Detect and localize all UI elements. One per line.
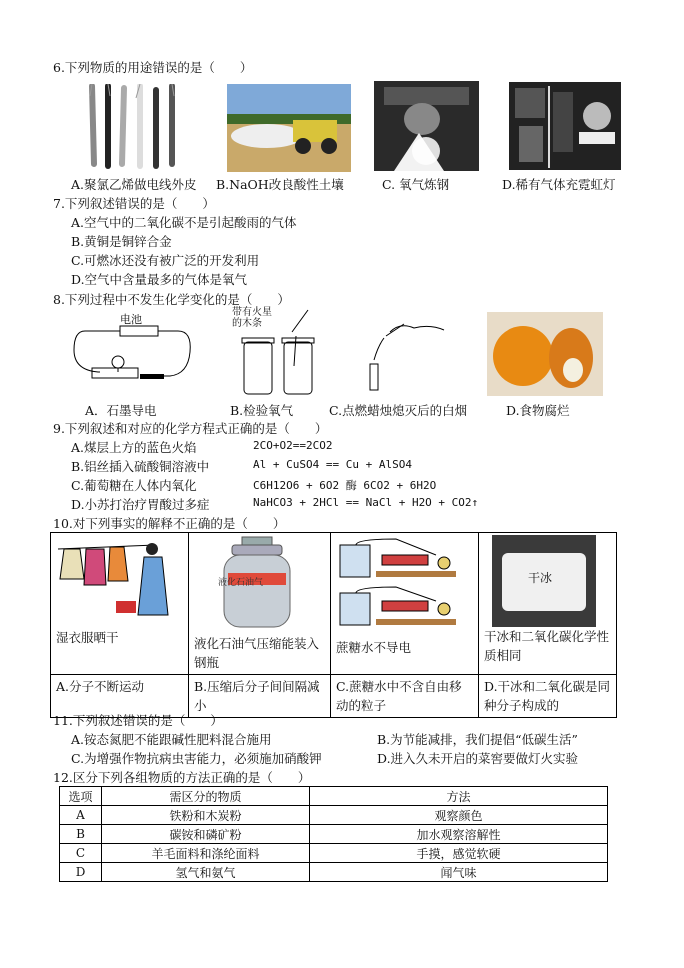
q11-stem: 11.下列叙述错误的是（ ） <box>53 713 223 728</box>
q11-option-b: B.为节能减排，我们提倡“低碳生活” <box>377 732 578 747</box>
q6-stem: 6.下列物质的用途错误的是（ ） <box>53 60 253 75</box>
laundry-image <box>56 535 178 623</box>
q7-option-c: C.可燃冰还没有被广泛的开发利用 <box>71 253 260 268</box>
q9-option-a: A.煤层上方的蓝色火焰 <box>71 440 197 455</box>
q8-option-d: D.食物腐烂 <box>506 403 570 418</box>
q8-stem: 8.下列过程中不发生化学变化的是（ ） <box>53 292 290 307</box>
q10-fact-2: 液化石油气压缩能装入钢瓶 <box>194 636 320 670</box>
q12-row-c <box>60 844 608 863</box>
q12-row-b <box>60 825 608 844</box>
q6-option-d: D.稀有气体充霓虹灯 <box>502 177 616 192</box>
q10-cell-2 <box>189 533 331 675</box>
q12-header-row <box>60 787 608 806</box>
q9-equation-a: 2CO+O2==2CO2 <box>253 439 333 452</box>
wood-strip-label-1: 带有火星 <box>232 307 272 318</box>
q6-option-b: B.NaOH改良酸性土壤 <box>216 177 344 192</box>
q8-option-a: A．石墨导电 <box>85 403 157 418</box>
q6-option-a: A.聚氯乙烯做电线外皮 <box>71 177 197 192</box>
q12-row-d <box>60 863 608 882</box>
q12-header-method: 方法 <box>310 787 608 806</box>
q10-cell-3 <box>331 533 479 675</box>
q10-table <box>50 532 617 718</box>
q12-row-b-method: 加水观察溶解性 <box>310 825 608 844</box>
q12-header-option: 选项 <box>60 787 102 806</box>
wire-cables-image <box>84 84 182 170</box>
q9-equation-d: NaHCO3 + 2HCl == NaCl + H2O + CO2↑ <box>253 496 479 509</box>
q12-stem: 12.区分下列各组物质的方法正确的是（ ） <box>53 770 311 785</box>
candle-smoke-image <box>360 316 446 396</box>
q7-option-d: D.空气中含量最多的气体是氧气 <box>71 272 248 287</box>
q12-row-d-substances: 氢气和氨气 <box>102 863 310 882</box>
q10-stem: 10.对下列事实的解释不正确的是（ ） <box>53 516 286 531</box>
q10-cell-1 <box>51 533 189 675</box>
q10-cell-4 <box>479 533 617 675</box>
q10-fact-4: 干冰和二氧化碳化学性质相同 <box>484 629 610 663</box>
q10-explanation-a: A.分子不断运动 <box>51 675 189 718</box>
q12-row-a-substances: 铁粉和木炭粉 <box>102 806 310 825</box>
q12-row-a-method: 观察颜色 <box>310 806 608 825</box>
battery-label: 电池 <box>120 313 142 326</box>
q12-row-c-substances: 羊毛面料和涤纶面料 <box>102 844 310 863</box>
q9-option-d: D.小苏打治疗胃酸过多症 <box>71 497 210 512</box>
q12-row-c-label: C <box>60 844 102 863</box>
q12-row-b-substances: 碳铵和磷矿粉 <box>102 825 310 844</box>
q11-option-a: A.铵态氮肥不能跟碱性肥料混合施用 <box>71 732 272 747</box>
q12-row-d-method: 闻气味 <box>310 863 608 882</box>
q10-fact-3: 蔗糖水不导电 <box>336 640 412 655</box>
q10-explanation-b: B.压缩后分子间间隔减小 <box>189 675 331 718</box>
q9-stem: 9.下列叙述和对应的化学方程式正确的是（ ） <box>53 421 328 436</box>
q9-option-b: B.铝丝插入硫酸铜溶液中 <box>71 459 210 474</box>
q12-row-c-method: 手摸，感觉软硬 <box>310 844 608 863</box>
wood-strip-label-2: 的木条 <box>232 318 262 329</box>
tractor-field-image <box>227 84 351 172</box>
q12-header-substances: 需区分的物质 <box>102 787 310 806</box>
steelmaking-image <box>374 81 479 171</box>
q12-table <box>59 786 608 882</box>
q7-stem: 7.下列叙述错误的是（ ） <box>53 196 215 211</box>
q9-equation-c: C6H12O6 + 6O2 酶 6CO2 + 6H2O <box>253 479 437 492</box>
q8-option-c: C.点燃蜡烛熄灭后的白烟 <box>329 403 468 418</box>
q10-explanation-c: C.蔗糖水中不含自由移动的粒子 <box>331 675 479 718</box>
q12-row-a-label: A <box>60 806 102 825</box>
q10-fact-1: 湿衣服晒干 <box>56 630 119 645</box>
q12-row-d-label: D <box>60 863 102 882</box>
q8-option-b: B.检验氧气 <box>230 403 294 418</box>
q10-explanation-d: D.干冰和二氧化碳是同种分子构成的 <box>479 675 617 718</box>
q7-option-b: B.黄铜是铜锌合金 <box>71 234 172 249</box>
q9-option-c: C.葡萄糖在人体内氧化 <box>71 478 197 493</box>
q11-option-c: C.为增强作物抗病虫害能力，必须施加硝酸钾 <box>71 751 322 766</box>
sugar-water-image <box>336 535 470 633</box>
gas-tank-label: 液化石油气 <box>218 578 264 588</box>
neon-lights-image <box>509 82 621 170</box>
dry-ice-image <box>492 535 596 627</box>
q7-option-a: A.空气中的二氧化碳不是引起酸雨的气体 <box>71 215 297 230</box>
q9-equation-b: Al + CuSO4 == Cu + AlSO4 <box>253 458 412 471</box>
q12-row-b-label: B <box>60 825 102 844</box>
q6-option-c: C. 氧气炼钢 <box>382 177 450 192</box>
q10-images-row <box>51 533 617 675</box>
q12-row-a <box>60 806 608 825</box>
dry-ice-label: 干冰 <box>528 571 553 585</box>
q11-option-d: D.进入久未开启的菜窖要做灯火实验 <box>377 751 579 766</box>
rotten-fruit-image <box>487 312 603 396</box>
